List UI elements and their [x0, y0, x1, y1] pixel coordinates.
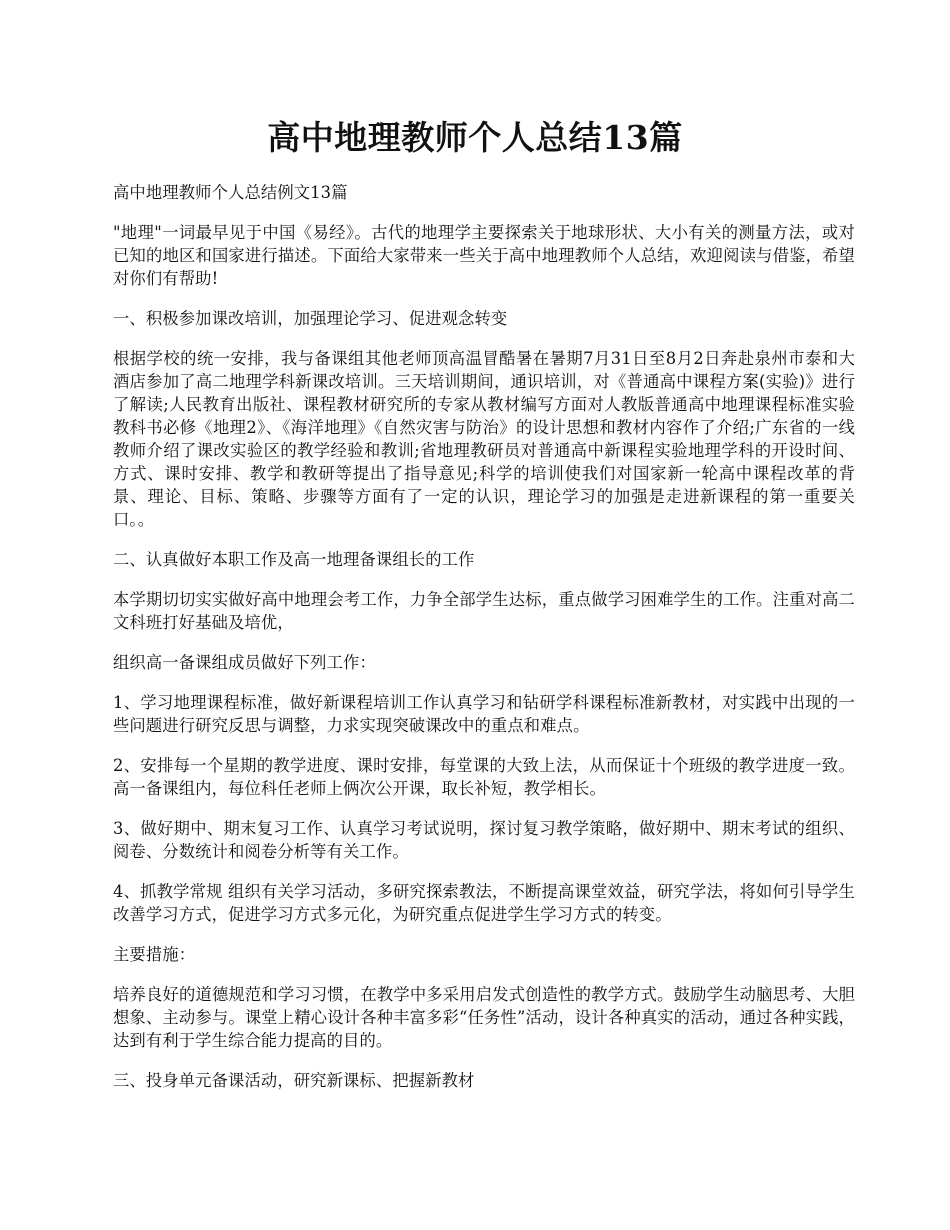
list-item: 4、抓教学常规 组织有关学习活动，多研究探索教法，不断提高课堂效益，研究学法，将如何引导学生改善学习方式，促进学习方式多元化，为研究重点促进学生学习方式的转变。	[113, 882, 855, 924]
document-title: 高中地理教师个人总结13篇	[267, 118, 683, 157]
document-body	[113, 181, 855, 1109]
list-item: 1、学习地理课程标准，做好新课程培训工作认真学习和钻研学科课程标准新教材，对实践中出现的一些问题进行研究反思与调整，力求实现突破课改中的重点和难点。	[113, 693, 855, 735]
section-heading-3: 三、投身单元备课活动，研究新课标、把握新教材	[113, 1071, 475, 1090]
body-paragraph: 根据学校的统一安排，我与备课组其他老师顶高温冒酷暑在暑期7月31日至8月2日奔赴泉州市泰和大酒店参加了高二地理学科新课改培训。三天培训期间，通识培训，对《普通高中课程方案(实验)》进行了解读;人民教育出版社、课程教材研究所的专家从教材编写方面对人教版普通高中地理课程标准实验教科书必修《地理2》、《海洋地理》《自然灾害与防治》的设计思想和教材内容作了介绍;广东省的一线教师介绍了课改实验区的教学经验和教训;省地理教研员对普通高中新课程实验地理学科的开设时间、方式、课时安排、教学和教研等提出了指导意见;科学的培训使我们对国家新一轮高中课程改革的背景、理论、目标、策略、步骤等方面有了一定的认识，理论学习的加强是走进新课程的第一重要关口。。	[113, 349, 855, 529]
body-paragraph: 组织高一备课组成员做好下列工作：	[113, 653, 376, 672]
list-item: 2、安排每一个星期的教学进度、课时安排，每堂课的大致上法，从而保证十个班级的教学进度一致。高一备课组内，每位科任老师上俩次公开课，取长补短，教学相长。	[113, 756, 855, 798]
section-heading-1: 一、积极参加课改培训，加强理论学习、促进观念转变	[113, 309, 508, 328]
measures-label: 主要措施：	[113, 945, 196, 964]
intro-paragraph: "地理"一词最早见于中国《易经》。古代的地理学主要探索关于地球形状、大小有关的测量方法，或对已知的地区和国家进行描述。下面给大家带来一些关于高中地理教师个人总结，欢迎阅读与借鉴，希望对你们有帮助!	[113, 223, 855, 288]
body-paragraph: 本学期切切实实做好高中地理会考工作，力争全部学生达标，重点做学习困难学生的工作。注重对高二文科班打好基础及培优，	[113, 590, 855, 632]
body-paragraph: 培养良好的道德规范和学习习惯，在教学中多采用启发式创造性的教学方式。鼓励学生动脑思考、大胆想象、主动参与。课堂上精心设计各种丰富多彩“任务性”活动，设计各种真实的活动，通过各种实践，达到有利于学生综合能力提高的目的。	[113, 985, 855, 1050]
subtitle-paragraph: 高中地理教师个人总结例文13篇	[113, 183, 348, 202]
section-heading-2: 二、认真做好本职工作及高一地理备课组长的工作	[113, 550, 475, 569]
list-item: 3、做好期中、期末复习工作、认真学习考试说明，探讨复习教学策略，做好期中、期末考试的组织、阅卷、分数统计和阅卷分析等有关工作。	[113, 819, 855, 861]
